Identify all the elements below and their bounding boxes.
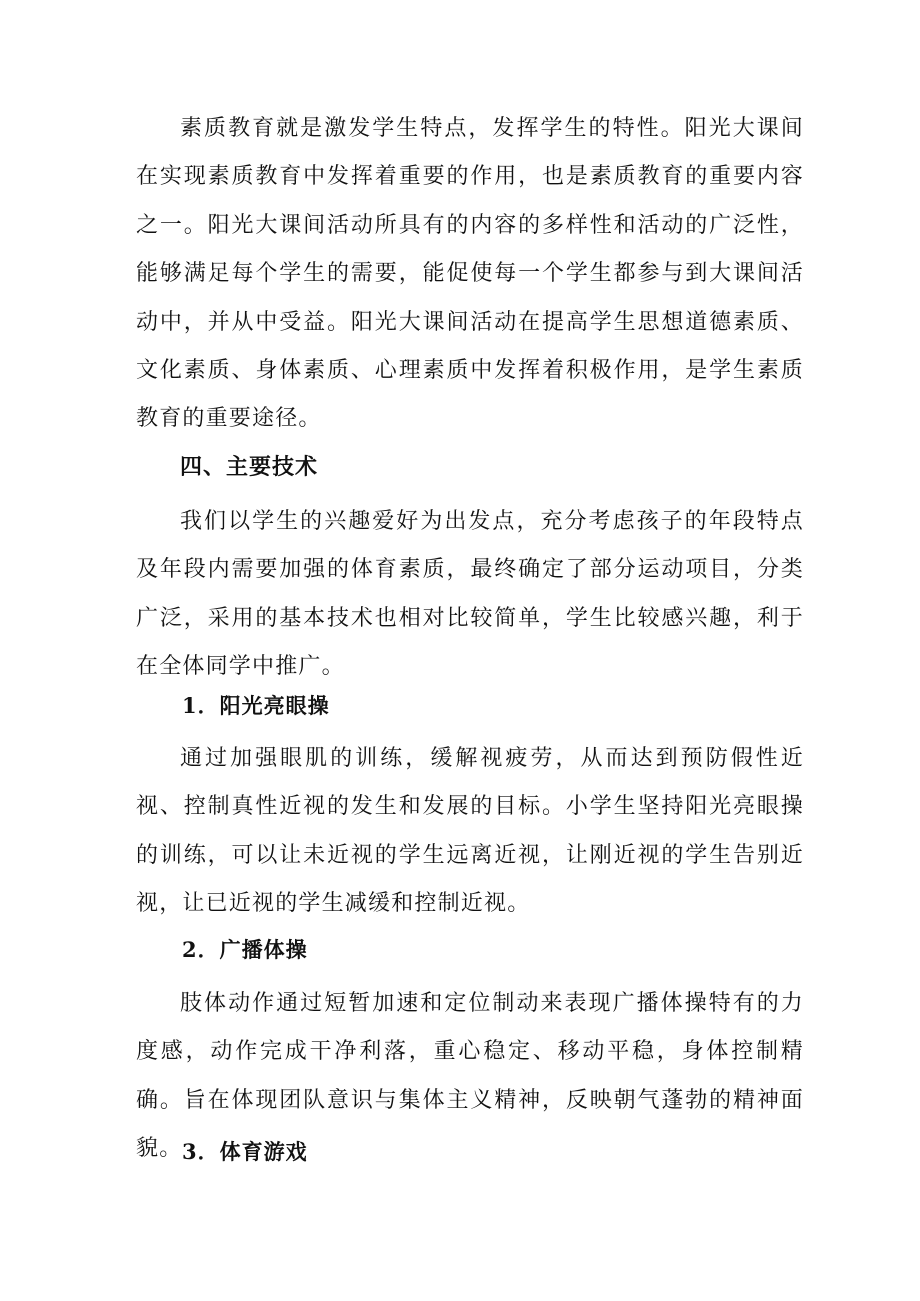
intro-paragraph: 素质教育就是激发学生特点，发挥学生的特性。阳光大课间在实现素质教育中发挥着重要的作用，也是素质教育的重要内容之一。阳光大课间活动所具有的内容的多样性和活动的广泛性，能够满足每个学生的需要，能促使每一个学生都参与到大课间活动中，并从中受益。阳光大课间活动在提高学生思想道德素质、文化素质、身体素质、心理素质中发挥着积极作用，是学生素质教育的重要途径。 (136, 116, 804, 432)
subheading-eye-exercise: 1．阳光亮眼操 (182, 693, 330, 718)
broadcast-gymnastics-paragraph: 肢体动作通过短暂加速和定位制动来表现广播体操特有的力度感，动作完成干净利落，重心稳定、移动平稳，身体控制精确。旨在体现团队意识与集体主义精神，反映朝气蓬勃的精神面貌。 (136, 991, 804, 1162)
section-heading-main-tech: 四、主要技术 (180, 455, 319, 480)
subheading-broadcast-gymnastics: 2．广播体操 (182, 937, 308, 962)
main-tech-paragraph: 我们以学生的兴趣爱好为出发点，充分考虑孩子的年段特点及年段内需要加强的体育素质，最终确定了部分运动项目，分类广泛，采用的基本技术也相对比较简单，学生比较感兴趣，利于在全体同学中推广。 (136, 509, 804, 680)
subheading-sports-games: 3．体育游戏 (182, 1139, 308, 1164)
eye-exercise-paragraph: 通过加强眼肌的训练，缓解视疲劳，从而达到预防假性近视、控制真性近视的发生和发展的目标。小学生坚持阳光亮眼操的训练，可以让未近视的学生远离近视，让刚近视的学生告别近视，让已近视的学生减缓和控制近视。 (136, 746, 804, 917)
